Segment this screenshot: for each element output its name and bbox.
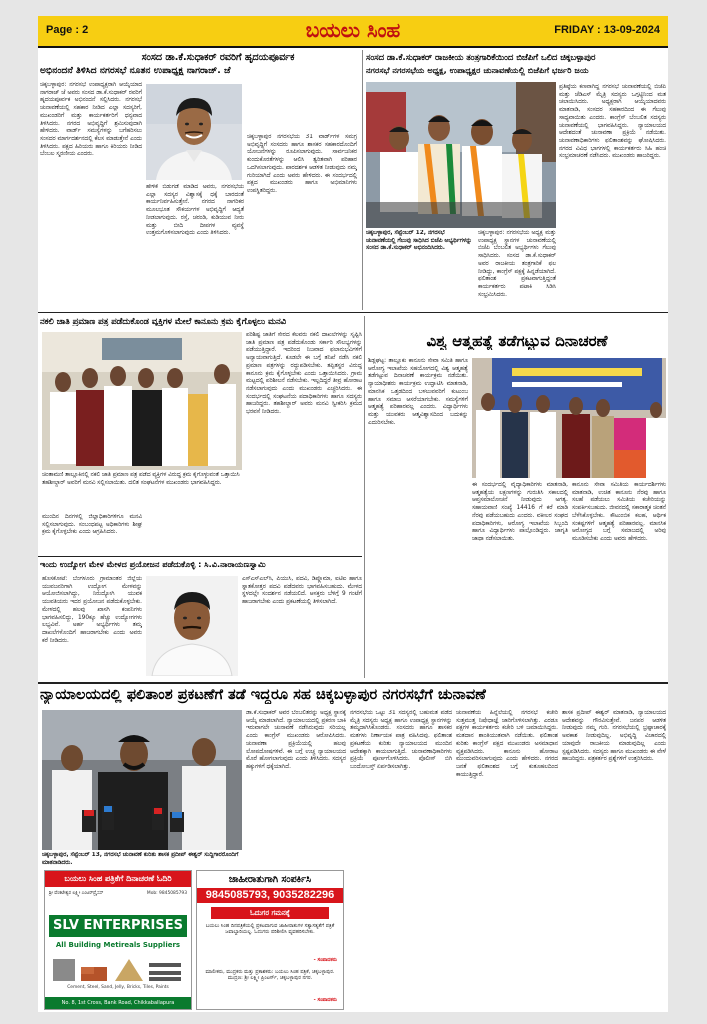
story6-column-4: ಶಾಸಕ ಪ್ರದೀಪ್ ಈಶ್ವರ್ ಮಾತನಾಡಿ, ನ್ಯಾಯಾಲಯದ ಆದೇಶವನ್ನು ಗೌರವಿಸುತ್ತೇವೆ. ಜನಪರ ಆಡಳಿತ ನೀಡುವುದು ನಮ್ಮ ಗುರಿ. ನಗರಸಭೆಯಲ್ಲಿ ಭ್ರಷ್ಟಾಚಾರಕ್ಕೆ ಅವಕಾಶ ನೀಡುವುದಿಲ್ಲ. ಅಭಿವೃದ್ಧಿ ವಿಚಾರದಲ್ಲಿ ಯಾವುದೇ ರಾಜಕೀಯ ಮಾಡುವುದಿಲ್ಲ ಎಂದು ಸ್ಪಷ್ಟಪಡಿಸಿದರು. ಸದಸ್ಯರು ಹಾಗೂ ಮುಖಂಡರು ಈ ವೇಳೆ ಹಾಜರಿದ್ದರು. ಪತ್ರಕರ್ತರ ಪ್ರಶ್ನೆಗಳಿಗೆ ಉತ್ತರಿಸಿದರು. (562, 710, 666, 763)
story5-paragraph-3: ಕಾನೂನು ಸೇವಾ ಸಮಿತಿಯ ಕಾರ್ಯದರ್ಶಿಗಳು ಮಾತನಾಡಿ, ಉಚಿತ ಕಾನೂನು ನೆರವು ಹಾಗೂ ಸಲಹೆ ಪಡೆಯಲು ಸಮಿತಿಯ ಕಚೇರಿಯನ್ನು ಸಂಪರ್ಕಿಸಬಹುದು. ಜೀವನದಲ್ಲಿ ಸಕಾರಾತ್ಮಕ ಚಿಂತನೆ ಬೆಳೆಸಿಕೊಳ್ಳಬೇಕು. ಕೌಟುಂಬಿಕ ಕಲಹ, ಆರ್ಥಿಕ ಸಂಕಷ್ಟಗಳಿಗೆ ಆತ್ಮಹತ್ಯೆ ಪರಿಹಾರವಲ್ಲ. ಮಾನಸಿಕ ಆರೋಗ್ಯದ ಬಗ್ಗೆ ಸಮಾಜದಲ್ಲಿ ಅರಿವು ಮೂಡಿಸಬೇಕು ಎಂದು ಅವರು ಹೇಳಿದರು. (572, 482, 666, 542)
column-divider (364, 316, 365, 678)
story4-headline: ಇಂದು ಉದ್ಯೋಗ ಮೇಳ ಮೇಳದ ಪ್ರಯೋಜನ ಪಡೆದುಕೊಳ್ಳಿ : ಸಿ.ವಿ.ನಾರಾಯಣಸ್ವಾಮಿ (40, 560, 266, 569)
story5-paragraph-2: ಈ ಸಂದರ್ಭದಲ್ಲಿ ವೈದ್ಯಾಧಿಕಾರಿಗಳು ಮಾತನಾಡಿ, ಆತ್ಮಹತ್ಯೆಯ ಲಕ್ಷಣಗಳನ್ನು ಗುರುತಿಸಿ ಸಕಾಲದಲ್ಲಿ ಆಪ್ತಸಮಾಲೋಚನೆ ನೀಡುವುದು ಅಗತ್ಯ. ಸಹಾಯವಾಣಿ ಸಂಖ್ಯೆ 14416 ಗೆ ಕರೆ ಮಾಡಿ ನೆರವು ಪಡೆಯಬಹುದು ಎಂದರು. ವಕೀಲರ ಸಂಘದ ಪದಾಧಿಕಾರಿಗಳು, ಆರೋಗ್ಯ ಇಲಾಖೆಯ ಸಿಬ್ಬಂದಿ ಹಾಗೂ ವಿದ್ಯಾರ್ಥಿಗಳು ಪಾಲ್ಗೊಂಡಿದ್ದರು. ಜಾಗೃತಿ ಜಾಥಾ ನಡೆಸಲಾಯಿತು. (472, 482, 568, 542)
readers-notice-title: ಓದುಗರ ಗಮನಕ್ಕೆ (211, 907, 329, 919)
story4-paragraph-2: ಎಸ್‌ಎಸ್‌ಎಲ್‌ಸಿ, ಪಿಯುಸಿ, ಪದವಿ, ಡಿಪ್ಲೊಮಾ, ಐಟಿಐ ಹಾಗೂ ಸ್ನಾತಕೋತ್ತರ ಪದವಿ ಪಡೆದವರು ಭಾಗವಹಿಸಬಹುದು. ಮೇಳದ ಸ್ಥಳದಲ್ಲೇ ಸಂದರ್ಶನ ನಡೆಯಲಿದೆ. ಆಸಕ್ತರು ಬೆಳಿಗ್ಗೆ 9 ಗಂಟೆಗೆ ಹಾಜರಾಗಬೇಕು ಎಂದು ಪ್ರಕಟಣೆಯಲ್ಲಿ ತಿಳಿಸಲಾಗಿದೆ. (242, 576, 362, 606)
story5-paragraph: ಶಿಡ್ಲಘಟ್ಟ: ತಾಲ್ಲೂಕು ಕಾನೂನು ಸೇವಾ ಸಮಿತಿ ಹಾಗೂ ಆರೋಗ್ಯ ಇಲಾಖೆಯ ಸಹಯೋಗದಲ್ಲಿ ವಿಶ್ವ ಆತ್ಮಹತ್ಯೆ ತಡೆಗಟ್ಟುವ ದಿನಾಚರಣೆ ಕಾರ್ಯಕ್ರಮ ನಡೆಯಿತು. ನ್ಯಾಯಾಧೀಶರು ಕಾರ್ಯಕ್ರಮ ಉದ್ಘಾಟಿಸಿ ಮಾತನಾಡಿ, ಮಾನಸಿಕ ಒತ್ತಡದಿಂದ ಬಳಲುವವರಿಗೆ ಕುಟುಂಬ ಹಾಗೂ ಸಮಾಜ ಆಸರೆಯಾಗಬೇಕು. ಸಮಸ್ಯೆಗಳಿಗೆ ಆತ್ಮಹತ್ಯೆ ಪರಿಹಾರವಲ್ಲ ಎಂದರು. ವಿದ್ಯಾರ್ಥಿಗಳು ಮತ್ತು ಯುವಕರು ಆತ್ಮವಿಶ್ವಾಸದಿಂದ ಬದುಕನ್ನು ಎದುರಿಸಬೇಕು. (368, 358, 468, 426)
story6-caption-text: ಚಿಕ್ಕಬಳ್ಳಾಪುರ, ಸೆಪ್ಟೆಂಬರ್ 13, ನಗರಸಭೆ ಚುನಾವಣೆ ಕುರಿತು ಶಾಸಕ ಪ್ರದೀಪ್ ಈಶ್ವರ್ ಸುದ್ದಿಗಾರರೊಂದಿಗೆ ಮಾತನಾಡಿದರು. (42, 852, 239, 866)
story6-photo-caption (42, 852, 242, 868)
advertisement-contact-box (196, 870, 344, 1010)
ad-contact-phone: 9845085793, 9035282296 (197, 888, 343, 903)
publisher-notice-text: ಮಾಲೀಕರು, ಮುದ್ರಕರು ಮತ್ತು ಪ್ರಕಾಶಕರು: ಬಯಲು ಸಿಂಹ ಪತ್ರಿಕೆ, ಚಿಕ್ಕಬಳ್ಳಾಪುರ. ಮುದ್ರಣ: ಶ್ರೀ ಲಕ್ಷ್ಮೀ ಪ್ರಿಂಟರ್ಸ್, ಚಿಕ್ಕಬಳ್ಳಾಪುರ ನಗರ. (205, 969, 335, 982)
ad-tagline: All Building Metireals Suppliers (55, 941, 181, 949)
story3-paragraph: ಪರಿಶಿಷ್ಟ ಜಾತಿಗೆ ಸೇರದ ಕೆಲವರು ನಕಲಿ ದಾಖಲೆಗಳನ್ನು ಸೃಷ್ಟಿಸಿ ಜಾತಿ ಪ್ರಮಾಣ ಪತ್ರ ಪಡೆದುಕೊಂಡು ಸರ್ಕಾರಿ ಸೌಲಭ್ಯಗಳನ್ನು ಪಡೆಯುತ್ತಿದ್ದಾರೆ. ಇದರಿಂದ ನಿಜವಾದ ಫಲಾನುಭವಿಗಳಿಗೆ ಅನ್ಯಾಯವಾಗುತ್ತಿದೆ. ಕೂಡಲೇ ಈ ಬಗ್ಗೆ ತನಿಖೆ ನಡೆಸಿ ನಕಲಿ ಪ್ರಮಾಣ ಪತ್ರಗಳನ್ನು ರದ್ದುಪಡಿಸಬೇಕು. ತಪ್ಪಿತಸ್ಥರ ವಿರುದ್ಧ ಕಾನೂನು ಕ್ರಮ ಕೈಗೊಳ್ಳಬೇಕು ಎಂದು ಒತ್ತಾಯಿಸಿದರು. ಗ್ರಾಮ ಮಟ್ಟದಲ್ಲಿ ಪರಿಶೀಲನೆ ನಡೆಸಬೇಕು. ಇಲ್ಲದಿದ್ದರೆ ತೀವ್ರ ಹೋರಾಟ ನಡೆಸಲಾಗುವುದು ಎಂದು ಮುಖಂಡರು ಎಚ್ಚರಿಸಿದರು. ಈ ಸಂದರ್ಭದಲ್ಲಿ ಸಂಘಟನೆಯ ಪದಾಧಿಕಾರಿಗಳು ಹಾಗೂ ಸದಸ್ಯರು ಹಾಜರಿದ್ದರು. ತಹಶೀಲ್ದಾರ್ ಅವರು ಮನವಿ ಸ್ವೀಕರಿಸಿ ಕ್ರಮದ ಭರವಸೆ ನೀಡಿದರು. (246, 332, 362, 416)
story3-photo-caption: ಚಿಂತಾಮಣಿ ತಾಲ್ಲೂಕಿನಲ್ಲಿ ನಕಲಿ ಜಾತಿ ಪ್ರಮಾಣ ಪತ್ರ ಪಡೆದ ವ್ಯಕ್ತಿಗಳ ವಿರುದ್ಧ ಕ್ರಮ ಕೈಗೊಳ್ಳುವಂತೆ ಒತ್ತಾಯಿಸಿ ತಹಶೀಲ್ದಾರ್ ಅವರಿಗೆ ಮನವಿ ಸಲ್ಲಿಸಲಾಯಿತು. ದಲಿತ ಸಂಘಟನೆಗಳ ಮುಖಂಡರು ಭಾಗವಹಿಸಿದ್ದರು. (42, 472, 240, 486)
masthead (38, 16, 668, 48)
story2-group-photo (366, 82, 556, 228)
section-rule (38, 682, 668, 684)
ad-left-info: ಶ್ರೀ ವೆಂಕಟೇಶ್ವರ ಲಕ್ಷ್ಮೀ ಎಂಟರ್‌ಪ್ರೈಸಸ್ (49, 891, 104, 896)
readers-notice-signature: - ಸಂಪಾದಕರು (313, 957, 337, 963)
story2-subhead: ನಗರಸಭೆ ನಗರಸಭೆಯ ಅಧ್ಯಕ್ಷ, ಉಪಾಧ್ಯಕ್ಷರ ಚುನಾವಣೆಯಲ್ಲಿ ಬಿಜೆಪಿಗೆ ಭರ್ಜರಿ ಜಯ (366, 66, 589, 75)
slv-enterprises-ad (44, 870, 192, 1010)
story6-column-2: ನಗರಸಭೆಯ ಒಟ್ಟು 31 ಸದಸ್ಯರಲ್ಲಿ ಬಹುಮತ ಪಡೆದ ಮೈತ್ರಿ ಸದಸ್ಯರು ಅಧ್ಯಕ್ಷ ಹಾಗೂ ಉಪಾಧ್ಯಕ್ಷ ಸ್ಥಾನಗಳನ್ನು ತಮ್ಮದಾಗಿಸಿಕೊಂಡರು. ಸಂಸದರು ಹಾಗೂ ಶಾಸಕರ ಮತಗಳು ನಿರ್ಣಾಯಕ ಪಾತ್ರ ವಹಿಸಿದವು. ಫಲಿತಾಂಶ ಪ್ರಕಟಣೆಯ ಕುರಿತು ನ್ಯಾಯಾಲಯದ ಮುಂದಿನ ಆದೇಶಕ್ಕಾಗಿ ಕಾಯಲಾಗುತ್ತಿದೆ. ಚುನಾವಣಾಧಿಕಾರಿಗಳು ಪ್ರಕ್ರಿಯೆ ಪೂರ್ಣಗೊಳಿಸಿದರು. ಪೊಲೀಸ್ ಬಿಗಿ ಬಂದೋಬಸ್ತ್ ಏರ್ಪಡಿಸಲಾಗಿತ್ತು. (350, 710, 452, 770)
story1-paragraph-3: ಚಿಕ್ಕಬಳ್ಳಾಪುರ ನಗರಸಭೆಯ 31 ವಾರ್ಡ್‌ಗಳ ಸಮಗ್ರ ಅಭಿವೃದ್ಧಿಗೆ ಸಂಸದರು ಹಾಗೂ ಶಾಸಕರ ಸಹಕಾರದೊಂದಿಗೆ ಯೋಜನೆಗಳನ್ನು ರೂಪಿಸಲಾಗುವುದು. ಸಾರ್ವಜನಿಕರ ಕುಂದುಕೊರತೆಗಳನ್ನು ಆಲಿಸಿ ತ್ವರಿತವಾಗಿ ಪರಿಹಾರ ಒದಗಿಸಲಾಗುವುದು. ಪಾರದರ್ಶಕ ಆಡಳಿತ ನೀಡುವುದು ನಮ್ಮ ಗುರಿಯಾಗಿದೆ ಎಂದು ಅವರು ಹೇಳಿದರು. ಈ ಸಂದರ್ಭದಲ್ಲಿ ಪಕ್ಷದ ಮುಖಂಡರು ಹಾಗೂ ಅಭಿಮಾನಿಗಳು ಉಪಸ್ಥಿತರಿದ್ದರು. (247, 134, 357, 194)
ad-address: No. 8, 1st Cross, Bank Road, Chikkaballapura (45, 997, 191, 1009)
ad-contact-title: ಜಾಹೀರಾತುಗಾಗಿ ಸಂಪರ್ಕಿಸಿ (197, 871, 343, 888)
story6-column-1: ಡಾ.ಕೆ.ಸುಧಾಕರ್ ಅವರ ಬೆಂಬಲಿತರನ್ನು ಅಧ್ಯಕ್ಷ ಸ್ಥಾನಕ್ಕೆ ಆಯ್ಕೆ ಮಾಡಲಾಗಿದೆ. ನ್ಯಾಯಾಲಯದಲ್ಲಿ ಪ್ರಕರಣ ಬಾಕಿ ಇರುವಾಗಲೇ ಚುನಾವಣೆ ನಡೆಸಿರುವುದು ಸರಿಯಲ್ಲ ಎಂದು ಕಾಂಗ್ರೆಸ್ ಮುಖಂಡರು ಆರೋಪಿಸಿದರು. ಚುನಾವಣಾ ಪ್ರಕ್ರಿಯೆಯಲ್ಲಿ ಹಲವು ಲೋಪದೋಷಗಳಿವೆ. ಈ ಬಗ್ಗೆ ಉಚ್ಚ ನ್ಯಾಯಾಲಯದ ಮೊರೆ ಹೋಗಲಾಗುವುದು ಎಂದು ತಿಳಿಸಿದರು. ಸದಸ್ಯರ ಹಕ್ಕುಗಳಿಗೆ ಧಕ್ಕೆಯಾಗಿದೆ. (246, 710, 346, 770)
issue-date: FRIDAY : 13-09-2024 (554, 24, 660, 36)
newspaper-title: ಬಯಲು ಸಿಂಹ (305, 18, 401, 42)
story1-portrait-photo (146, 84, 242, 180)
section-rule (38, 556, 362, 557)
column-divider (362, 50, 363, 310)
page-number: Page : 2 (46, 24, 89, 36)
story3-headline: ನಕಲಿ ಜಾತಿ ಪ್ರಮಾಣ ಪತ್ರ ಪಡೆದುಕೊಂಡ ವ್ಯಕ್ತಿಗಳ ಮೇಲೆ ಕಾನೂನು ಕ್ರಮ ಕೈಗೊಳ್ಳಲು ಮನವಿ (40, 316, 287, 326)
story5-event-photo (472, 358, 666, 478)
section-rule (38, 312, 668, 313)
building-materials-icon (51, 953, 185, 983)
story3-paragraph-2: ಮುಂದಿನ ದಿನಗಳಲ್ಲಿ ಜಿಲ್ಲಾಧಿಕಾರಿಗಳಿಗೂ ಮನವಿ ಸಲ್ಲಿಸಲಾಗುವುದು. ಸಂಬಂಧಪಟ್ಟ ಅಧಿಕಾರಿಗಳು ಶೀಘ್ರ ಕ್ರಮ ಕೈಗೊಳ್ಳಬೇಕು ಎಂದು ಆಗ್ರಹಿಸಿದರು. (42, 514, 142, 536)
story1-headline-line1: ಸಂಸದ ಡಾ.ಕೆ.ಸುಧಾಕರ್ ರವರಿಗೆ ಹೃದಯಪೂರ್ವಕ (141, 52, 295, 63)
story5-headline: ವಿಶ್ವ ಆತ್ಮಹತ್ಯೆ ತಡೆಗಟ್ಟುವ ದಿನಾಚರಣೆ (426, 332, 608, 350)
newspaper-page (38, 16, 668, 1012)
publisher-notice-signature: - ಸಂಪಾದಕರು (313, 997, 337, 1003)
story4-portrait-photo (146, 576, 238, 676)
story1-paragraph-1: ಚಿಕ್ಕಬಳ್ಳಾಪುರ: ನಗರಸಭೆ ಉಪಾಧ್ಯಕ್ಷರಾಗಿ ಆಯ್ಕೆಯಾದ ನಾಗರಾಜ್ ಜೆ ಅವರು ಸಂಸದ ಡಾ.ಕೆ.ಸುಧಾಕರ್ ರವರಿಗೆ ಹೃದಯಪೂರ್ವಕ ಅಭಿನಂದನೆ ಸಲ್ಲಿಸಿದರು. ನಗರಸಭೆ ಚುನಾವಣೆಯಲ್ಲಿ ಸಹಕಾರ ನೀಡಿದ ಎಲ್ಲಾ ಸದಸ್ಯರಿಗೆ, ಮುಖಂಡರಿಗೆ ಮತ್ತು ಕಾರ್ಯಕರ್ತರಿಗೆ ಧನ್ಯವಾದ ತಿಳಿಸಿದರು. ನಗರದ ಅಭಿವೃದ್ಧಿಗೆ ಶ್ರಮಿಸುವುದಾಗಿ ಹೇಳಿದರು. ವಾರ್ಡ್ ಸಮಸ್ಯೆಗಳನ್ನು ಬಗೆಹರಿಸಲು ಸಂಸದರ ಮಾರ್ಗದರ್ಶನದಲ್ಲಿ ಕೆಲಸ ಮಾಡುತ್ತೇನೆ ಎಂದು ತಿಳಿಸಿದರು. ಪಕ್ಷದ ಹಿರಿಯರು ಹಾಗೂ ಕಿರಿಯರು ನೀಡಿದ ಬೆಂಬಲ ಸ್ಮರಣೀಯ ಎಂದರು. (40, 82, 142, 158)
story2-headline: ಸಂಸದ ಡಾ.ಕೆ.ಸುಧಾಕರ್ ರಾಜಕೀಯ ತಂತ್ರಗಾರಿಕೆಯಿಂದ ಬಿಜೆಪಿಗೆ ಒಲಿದ ಚಿಕ್ಕಬಳ್ಳಾಪುರ (366, 52, 596, 62)
story6-headline: ನ್ಯಾಯಾಲಯದಲ್ಲಿ ಫಲಿತಾಂಶ ಪ್ರಕಟಣೆಗೆ ತಡೆ ಇದ್ದರೂ ಸಹ ಚಿಕ್ಕಬಳ್ಳಾಪುರ ನಗರಸಭೆಗೆ ಚುನಾವಣೆ (40, 686, 486, 703)
story6-column-3: ಚುನಾವಣೆಯ ಹಿನ್ನೆಲೆಯಲ್ಲಿ ನಗರಸಭೆ ಕಚೇರಿ ಸುತ್ತಮುತ್ತ ನಿಷೇಧಾಜ್ಞೆ ಜಾರಿಗೊಳಿಸಲಾಗಿತ್ತು. ಎರಡೂ ಪಕ್ಷಗಳ ಕಾರ್ಯಕರ್ತರು ಕಚೇರಿ ಬಳಿ ಜಮಾಯಿಸಿದ್ದರು. ಮತದಾನ ಶಾಂತಿಯುತವಾಗಿ ನಡೆಯಿತು. ಫಲಿತಾಂಶ ಕುರಿತು ಕಾಂಗ್ರೆಸ್ ಪಕ್ಷದ ಮುಖಂಡರು ಅಸಮಾಧಾನ ವ್ಯಕ್ತಪಡಿಸಿದರು. ಕಾನೂನು ಹೋರಾಟ ಮುಂದುವರಿಸಲಾಗುವುದು ಎಂದು ಹೇಳಿದರು. ನಗರದ ಜನತೆ ಫಲಿತಾಂಶದ ಬಗ್ಗೆ ಕುತೂಹಲದಿಂದ ಕಾಯುತ್ತಿದ್ದಾರೆ. (456, 710, 558, 778)
story1-paragraph-2: ಹೇಳಿಕೆ ಬಿಡುಗಡೆ ಮಾಡಿದ ಅವರು, ನಗರಸಭೆಯ ಎಲ್ಲಾ ಸದಸ್ಯರ ವಿಶ್ವಾಸಕ್ಕೆ ಧಕ್ಕೆ ಬಾರದಂತೆ ಕಾರ್ಯನಿರ್ವಹಿಸುತ್ತೇನೆ. ನಗರದ ನಾಗರಿಕರ ಮೂಲಭೂತ ಸೌಕರ್ಯಗಳ ಅಭಿವೃದ್ಧಿಗೆ ಆದ್ಯತೆ ನೀಡಲಾಗುವುದು. ರಸ್ತೆ, ಚರಂಡಿ, ಕುಡಿಯುವ ನೀರು ಮತ್ತು ಬೀದಿ ದೀಪಗಳ ವ್ಯವಸ್ಥೆ ಉತ್ತಮಗೊಳಿಸಲಾಗುವುದು ಎಂದು ತಿಳಿಸಿದರು. (146, 184, 244, 237)
story1-headline-line2: ಅಭಿನಂದನೆ ತಿಳಿಸಿದ ನಗರಸಭೆ ನೂತನ ಉಪಾಧ್ಯಕ್ಷ ನಾಗರಾಜ್. ಜೆ (40, 65, 231, 76)
readers-notice-text: ಬಯಲು ಸಿಂಹ ದಿನಪತ್ರಿಕೆಯಲ್ಲಿ ಪ್ರಕಟವಾಗುವ ಜಾಹೀರಾತುಗಳ ಸತ್ಯಾಸತ್ಯತೆಗೆ ಪತ್ರಿಕೆ ಜವಾಬ್ದಾರಿಯಲ್ಲ. ಓದುಗರು ಪರಿಶೀಲಿಸಿ ವ್ಯವಹರಿಸಬೇಕು. (205, 923, 335, 936)
story2-column-3: ಪ್ರತಿಷ್ಠೆಯ ಕಣವಾಗಿದ್ದ ನಗರಸಭೆ ಚುನಾವಣೆಯಲ್ಲಿ ಬಿಜೆಪಿ ಮತ್ತು ಜೆಡಿಎಸ್ ಮೈತ್ರಿ ಸದಸ್ಯರು ಒಗ್ಗಟ್ಟಿನಿಂದ ಮತ ಚಲಾಯಿಸಿದರು. ಅಧ್ಯಕ್ಷರಾಗಿ ಆಯ್ಕೆಯಾದವರು ಮಾತನಾಡಿ, ಸಂಸದರ ಸಹಕಾರದಿಂದ ಈ ಗೆಲುವು ಸಾಧ್ಯವಾಯಿತು ಎಂದರು. ಕಾಂಗ್ರೆಸ್ ಬೆಂಬಲಿತ ಸದಸ್ಯರು ಚುನಾವಣೆಯಲ್ಲಿ ಭಾಗವಹಿಸಿದ್ದರು. ನ್ಯಾಯಾಲಯದ ಆದೇಶದಂತೆ ಚುನಾವಣಾ ಪ್ರಕ್ರಿಯೆ ನಡೆಯಿತು. ಚುನಾವಣಾಧಿಕಾರಿಗಳು ಫಲಿತಾಂಶವನ್ನು ಘೋಷಿಸಿದರು. ನಗರದ ವಿವಿಧ ಭಾಗಗಳಲ್ಲಿ ಕಾರ್ಯಕರ್ತರು ಸಿಹಿ ಹಂಚಿ ಸಂಭ್ರಮಾಚರಣೆ ನಡೆಸಿದರು. ಮುಖಂಡರು ಹಾಜರಿದ್ದರು. (559, 84, 666, 160)
ad-right-info: Mob: 9845085793 (146, 891, 187, 896)
story2-caption-text: ಚಿಕ್ಕಬಳ್ಳಾಪುರ, ಸೆಪ್ಟೆಂಬರ್ 12, ನಗರಸಭೆ ಚುನಾವಣೆಯಲ್ಲಿ ಗೆಲುವು ಸಾಧಿಸಿದ ಬಿಜೆಪಿ ಅಭ್ಯರ್ಥಿಗಳನ್ನು ಸಂಸದ ಡಾ.ಕೆ.ಸುಧಾಕರ್ ಅಭಿನಂದಿಸಿದರು. (366, 230, 472, 252)
ad-items: Cement, Steel, Sand, Jelly, Bricks, Tiles, Paints (67, 985, 169, 990)
story4-paragraph: ಹೊಸಕೋಟೆ: ಬೆಂಗಳೂರು ಗ್ರಾಮಾಂತರ ಜಿಲ್ಲೆಯ ಯುವಜನರಿಗಾಗಿ ಉದ್ಯೋಗ ಮೇಳವನ್ನು ಆಯೋಜಿಸಲಾಗಿದ್ದು, ನಿರುದ್ಯೋಗಿ ಯುವಕ ಯುವತಿಯರು ಇದರ ಪ್ರಯೋಜನ ಪಡೆದುಕೊಳ್ಳಬೇಕು. ಮೇಳದಲ್ಲಿ ಹಲವು ಖಾಸಗಿ ಕಂಪನಿಗಳು ಭಾಗವಹಿಸಲಿದ್ದು, 190ಕ್ಕೂ ಹೆಚ್ಚು ಉದ್ಯೋಗಗಳು ಲಭ್ಯವಿವೆ. ಅರ್ಹ ಅಭ್ಯರ್ಥಿಗಳು ತಮ್ಮ ದಾಖಲೆಗಳೊಂದಿಗೆ ಹಾಜರಾಗಬೇಕು ಎಂದು ಅವರು ಕರೆ ನೀಡಿದರು. (42, 576, 142, 644)
story2-paragraph-1: ಚಿಕ್ಕಬಳ್ಳಾಪುರ: ನಗರಸಭೆಯ ಅಧ್ಯಕ್ಷ ಮತ್ತು ಉಪಾಧ್ಯಕ್ಷ ಸ್ಥಾನಗಳ ಚುನಾವಣೆಯಲ್ಲಿ ಬಿಜೆಪಿ ಬೆಂಬಲಿತ ಅಭ್ಯರ್ಥಿಗಳು ಗೆಲುವು ಸಾಧಿಸಿದರು. ಸಂಸದ ಡಾ.ಕೆ.ಸುಧಾಕರ್ ಅವರ ರಾಜಕೀಯ ತಂತ್ರಗಾರಿಕೆ ಫಲ ನೀಡಿದ್ದು, ಕಾಂಗ್ರೆಸ್ ಪಕ್ಷಕ್ಕೆ ಹಿನ್ನಡೆಯಾಗಿದೆ. ಫಲಿತಾಂಶ ಪ್ರಕಟವಾಗುತ್ತಿದ್ದಂತೆ ಕಾರ್ಯಕರ್ತರು ಪಟಾಕಿ ಸಿಡಿಸಿ ಸಂಭ್ರಮಿಸಿದರು. (478, 230, 556, 298)
story2-photo-caption (366, 230, 474, 308)
story6-press-photo (42, 710, 242, 850)
story3-memorandum-photo (42, 332, 242, 470)
ad-brand-name: SLV ENTERPRISES (49, 915, 187, 937)
ad-banner: ಬಯಲು ಸಿಂಹ ಪತ್ರಿಕೆಗೆ ದಿನಾಚರಣೆ ಓದಿರಿ (45, 871, 191, 887)
